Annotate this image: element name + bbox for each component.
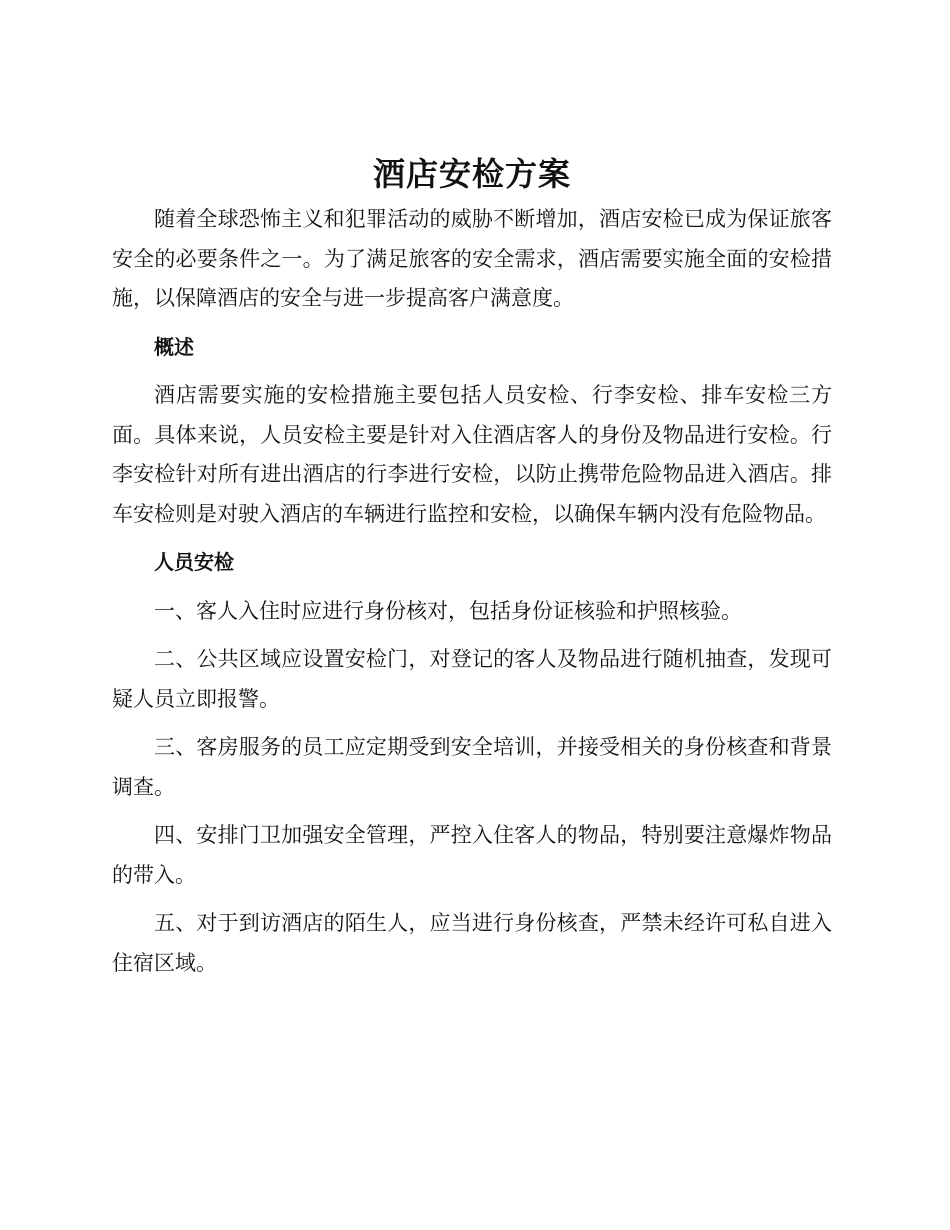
section-heading-overview: 概述 [154,334,194,359]
overview-paragraph: 酒店需要实施的安检措施主要包括人员安检、行李安检、排车安检三方面。具体来说，人员安检主要是针对入住酒店客人的身份及物品进行安检。行李安检针对所有进出酒店的行李进行安检，以防止携带危险物品进入酒店。排车安检则是对驶入酒店的车辆进行监控和安检，以确保车辆内没有危险物品。 [112,383,832,526]
section-heading-personnel-check: 人员安检 [154,550,234,574]
personnel-item-4: 四、安排门卫加强安全管理，严控入住客人的物品，特别要注意爆炸物品的带入。 [112,823,832,887]
intro-paragraph: 随着全球恐怖主义和犯罪活动的威胁不断增加，酒店安检已成为保证旅客安全的必要条件之一。为了满足旅客的安全需求，酒店需要实施全面的安检措施，以保障酒店的安全与进一步提高客户满意度。 [112,207,832,310]
personnel-item-2: 二、公共区域应设置安检门，对登记的客人及物品进行随机抽查，发现可疑人员立即报警。 [112,647,832,711]
document-title: 酒店安检方案 [372,155,571,193]
personnel-item-5: 五、对于到访酒店的陌生人，应当进行身份核查，严禁未经许可私自进入住宿区域。 [112,911,832,975]
personnel-item-1: 一、客人入住时应进行身份核对，包括身份证核验和护照核验。 [154,598,742,623]
document-body [112,148,832,983]
personnel-item-3: 三、客房服务的员工应定期受到安全培训，并接受相关的身份核查和背景调查。 [112,735,832,799]
